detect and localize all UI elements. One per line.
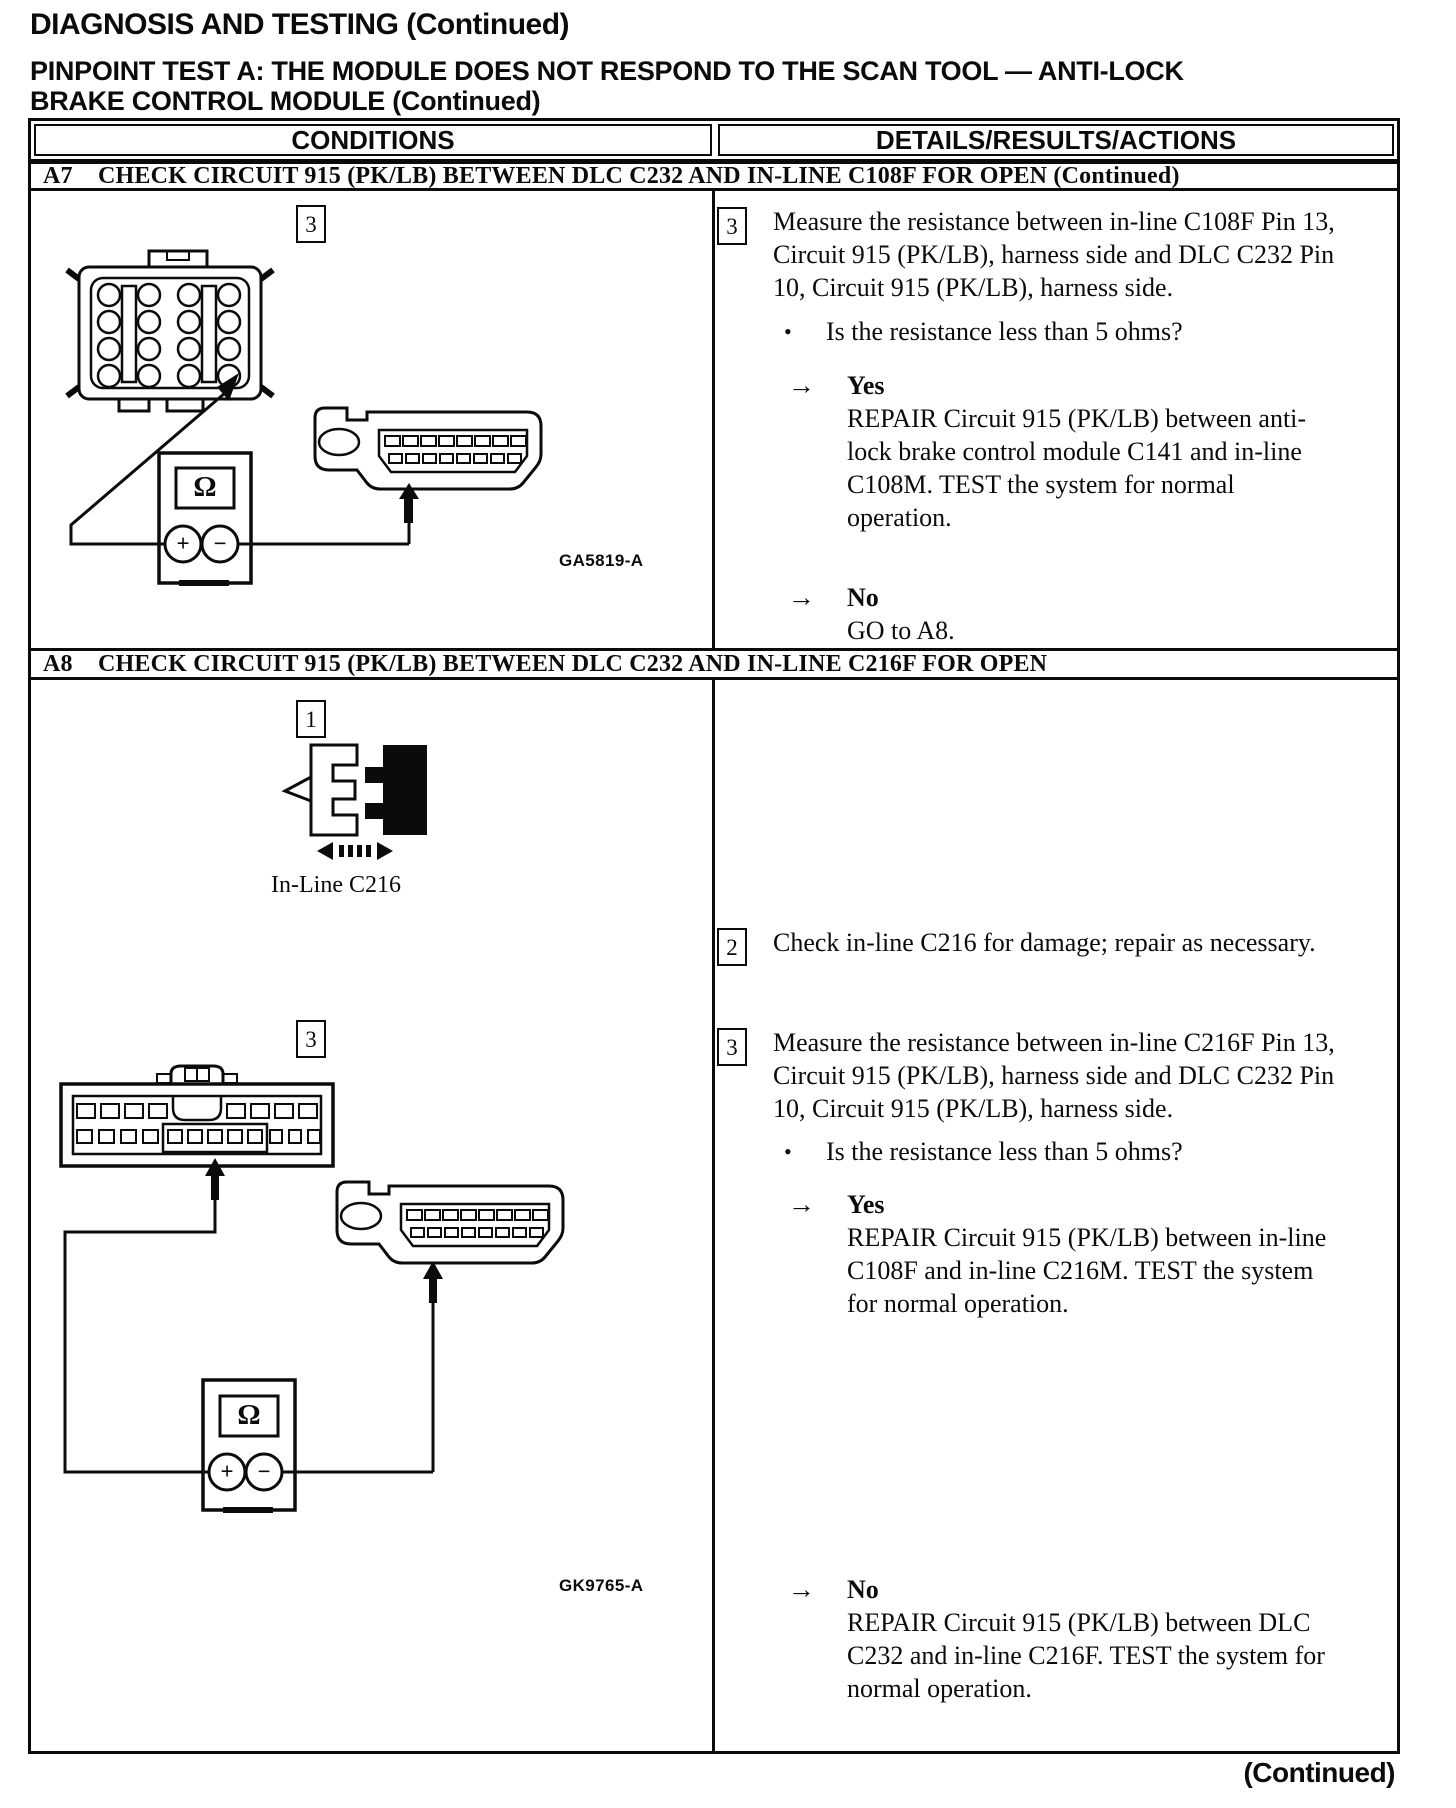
yes-action-text: REPAIR Circuit 915 (PK/LB) between anti-lock brake control module C141 and in-line C108M. TEST the system for normal operation. xyxy=(847,404,1307,532)
question-text: Is the resistance less than 5 ohms? xyxy=(826,1137,1183,1166)
a7-step-3-item xyxy=(717,205,1353,304)
a7-yes-branch xyxy=(788,369,1337,534)
a7-conditions-cell xyxy=(31,191,715,648)
yes-action-text: REPAIR Circuit 915 (PK/LB) between in-line C108F and in-line C216M. TEST the system for normal operation. xyxy=(847,1223,1327,1318)
step-number-box xyxy=(717,1028,747,1066)
yes-label: Yes xyxy=(847,1190,885,1219)
a8-step-3-item xyxy=(717,1026,1353,1125)
pinpoint-test-title-line1: PINPOINT TEST A: THE MODULE DOES NOT RESPOND TO THE SCAN TOOL — ANTI-LOCK xyxy=(30,56,1184,86)
pinpoint-test-title xyxy=(30,56,1290,116)
table-header-row xyxy=(31,121,1397,161)
test-step-a8-title-row xyxy=(31,648,1397,680)
inline-c216-connector-drawing xyxy=(285,745,427,835)
inline-c108f-connector-drawing xyxy=(67,251,273,411)
test-step-a7-content-row xyxy=(31,191,1397,648)
diagram-step-number: 1 xyxy=(305,707,317,732)
page-title: DIAGNOSIS AND TESTING (Continued) xyxy=(30,8,570,41)
arrow-icon: → xyxy=(788,582,815,612)
test-step-title: CHECK CIRCUIT 915 (PK/LB) BETWEEN DLC C232 AND IN-LINE C108F FOR OPEN (Continued) xyxy=(98,162,1180,189)
column-header-conditions: CONDITIONS xyxy=(34,124,712,156)
arrow-icon: → xyxy=(788,1189,815,1219)
a8-conditions-cell xyxy=(31,680,715,1751)
no-action-text: REPAIR Circuit 915 (PK/LB) between DLC C232 and in-line C216F. TEST the system for normal operation. xyxy=(847,1608,1325,1703)
ohmmeter-display-icon: Ω xyxy=(237,1399,261,1431)
figure-reference-label: GA5819-A xyxy=(559,551,644,570)
step-instruction: Measure the resistance between in-line C216F Pin 13, Circuit 915 (PK/LB), harness side and DLC C232 Pin 10, Circuit 915 (PK/LB), harness side. xyxy=(773,1028,1335,1123)
a7-question-item xyxy=(784,315,1366,348)
a8-step-2-item xyxy=(717,926,1353,966)
no-action-text: GO to A8. xyxy=(847,616,955,645)
step-number-box xyxy=(717,928,747,966)
no-label: No xyxy=(847,1575,879,1604)
connect-arrows-icon xyxy=(317,842,393,860)
step-instruction: Measure the resistance between in-line C108F Pin 13, Circuit 915 (PK/LB), harness side and DLC C232 Pin 10, Circuit 915 (PK/LB), harness side. xyxy=(773,207,1335,302)
step-number: 3 xyxy=(726,214,738,239)
test-step-id: A7 xyxy=(43,162,73,189)
inline-c216f-connector-drawing xyxy=(61,1066,333,1166)
step-instruction: Check in-line C216 for damage; repair as necessary. xyxy=(773,928,1316,957)
diagram-step-number: 3 xyxy=(305,1027,317,1052)
continued-footnote: (Continued) xyxy=(1243,1757,1395,1788)
bullet-icon: • xyxy=(784,319,792,344)
test-step-title: CHECK CIRCUIT 915 (PK/LB) BETWEEN DLC C232 AND IN-LINE C216F FOR OPEN xyxy=(98,650,1048,677)
a8-no-branch xyxy=(788,1573,1337,1705)
bullet-icon: • xyxy=(784,1139,792,1164)
pinpoint-test-title-line2: BRAKE CONTROL MODULE (Continued) xyxy=(30,86,541,116)
test-step-a8-content-row xyxy=(31,680,1397,1751)
a8-question-item xyxy=(784,1135,1366,1168)
column-header-details: DETAILS/RESULTS/ACTIONS xyxy=(718,124,1394,156)
step-number-box xyxy=(717,207,747,245)
arrow-icon: → xyxy=(788,370,815,400)
question-text: Is the resistance less than 5 ohms? xyxy=(826,317,1183,346)
dlc-connector-drawing xyxy=(337,1182,563,1263)
no-label: No xyxy=(847,583,879,612)
step-number: 3 xyxy=(726,1035,738,1060)
figure-reference-label: GK9765-A xyxy=(559,1576,644,1595)
plus-terminal-icon: + xyxy=(220,1459,234,1484)
diagram-step-number-box xyxy=(296,205,326,243)
a8-yes-branch xyxy=(788,1188,1337,1320)
ohmmeter-display-icon: Ω xyxy=(193,471,217,503)
arrow-icon: → xyxy=(788,1574,815,1604)
diagram-step-number-box xyxy=(296,700,326,738)
minus-terminal-icon: − xyxy=(213,531,227,556)
a7-no-branch xyxy=(788,581,1337,647)
diagram-step-number: 3 xyxy=(305,212,317,237)
dlc-connector-drawing xyxy=(315,408,541,489)
minus-terminal-icon: − xyxy=(257,1459,271,1484)
diagram-step-number-box xyxy=(296,1020,326,1058)
yes-label: Yes xyxy=(847,371,885,400)
plus-terminal-icon: + xyxy=(176,531,190,556)
a8-details-cell xyxy=(715,680,1397,1751)
test-step-a7-title-row xyxy=(31,161,1397,191)
a7-details-cell xyxy=(715,191,1397,648)
a7-resistance-test-diagram xyxy=(31,191,715,648)
test-step-id: A8 xyxy=(43,650,73,677)
pinpoint-test-table xyxy=(28,118,1400,1754)
step-number: 2 xyxy=(726,935,738,960)
connector-caption: In-Line C216 xyxy=(271,872,401,898)
